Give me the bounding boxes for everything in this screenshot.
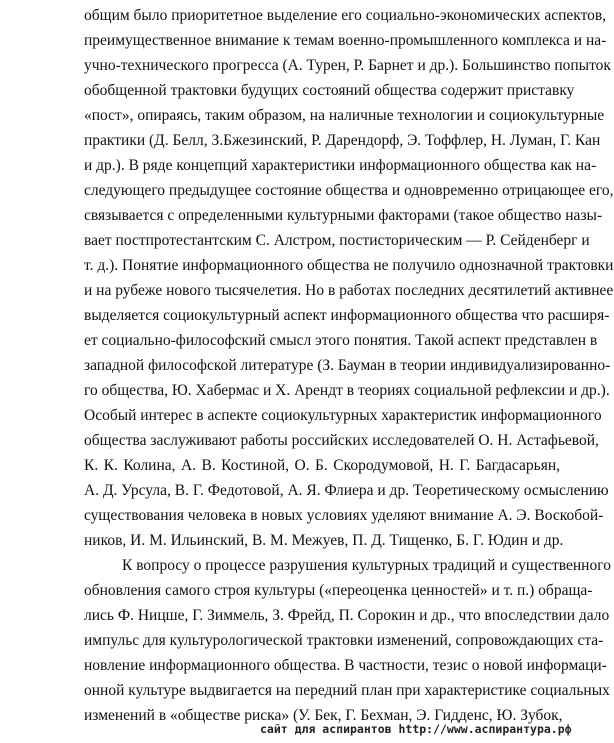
- p1-line-8: следующего предыдущее состояние общества и одновременно отрицающее его,: [84, 182, 614, 199]
- p1-line-16: го общества, Ю. Хабермас и Х. Арендт в теориях социальной рефлексии и др.).: [84, 382, 610, 399]
- p1-line-17: Особый интерес в аспекте социокультурных характеристик информационного: [84, 407, 602, 424]
- p1-line-13: выделяется социокультурный аспект информационного общества что расширя-: [84, 307, 610, 324]
- p1-line-21: существования человека в новых условиях уделяют внимание А. Э. Воскобой-: [84, 507, 604, 524]
- p1-line-3: учно-технического прогресса (А. Турен, Р. Барнет и др.). Большинство попыток: [84, 57, 611, 74]
- p2-line-5: новление информационного общества. В частности, тезис о новой информаци-: [84, 657, 607, 674]
- p2-line-2: обновления самого строя культуры («переоценка ценностей» и т. п.) обраща-: [84, 582, 593, 599]
- p2-line-7: изменений в «обществе риска» (У. Бек, Г. Бехман, Э. Гидденс, Ю. Зубок,: [84, 707, 563, 724]
- site-watermark-footer: сайт для аспирантов http://www.аспирантура.рф: [260, 722, 572, 736]
- p2-line-6: онной культуре выдвигается на передний план при характеристике социальных: [84, 682, 610, 699]
- p1-line-11: т. д.). Понятие информационного общества не получило однозначной трактовки: [84, 257, 614, 274]
- p1-line-10: вает постпротестантским С. Алстром, постисторическим — Р. Сейденберг и: [84, 232, 590, 249]
- p1-line-14: ет социально-философский смысл этого понятия. Такой аспект представлен в: [84, 332, 598, 349]
- p1-line-19: К. К. Колина, А. В. Костиной, О. Б. Скородумовой, Н. Г. Багдасарьян,: [84, 457, 560, 474]
- p2-line-4: импульс для культурологической трактовки изменений, сопровождающих ста-: [84, 632, 604, 649]
- p1-line-15: западной философской литературе (З. Бауман в теории индивидуализированно-: [84, 357, 611, 374]
- p1-line-5: «пост», опираясь, таким образом, на наличные технологии и социокультурные: [84, 107, 605, 124]
- p1-line-9: связывается с определенными культурными факторами (такое общество назы-: [84, 207, 603, 224]
- p1-line-18: общества заслуживают работы российских исследователей О. Н. Астафьевой,: [84, 432, 599, 449]
- p1-line-2: преимущественное внимание к темам военно-промышленного комплекса и на-: [84, 32, 607, 49]
- p1-line-20: А. Д. Урсула, В. Г. Федотовой, А. Я. Флиера и др. Теоретическому осмыслению: [84, 482, 609, 499]
- p1-line-7: и др.). В ряде концепций характеристики информационного общества как на-: [84, 157, 597, 174]
- p2-line-1: К вопросу о процессе разрушения культурных традиций и существенного: [122, 557, 611, 574]
- p1-line-22: ников, И. М. Ильинский, В. М. Межуев, П. Д. Тищенко, Б. Г. Юдин и др.: [84, 532, 564, 549]
- p1-line-12: и на рубеже нового тысячелетия. Но в работах последних десятилетий активнее: [84, 282, 614, 299]
- p2-line-3: лись Ф. Ницше, Г. Зиммель, З. Фрейд, П. Сорокин и др., что впоследствии дало: [84, 607, 610, 624]
- p1-line-1: общим было приоритетное выделение его социально-экономических аспектов,: [84, 7, 607, 24]
- p1-line-6: практики (Д. Белл, З.Бжезинский, Р. Дарендорф, Э. Тоффлер, Н. Луман, Г. Кан: [84, 132, 601, 149]
- p1-line-4: обобщенной трактовки будущих состояний общества содержит приставку: [84, 82, 575, 99]
